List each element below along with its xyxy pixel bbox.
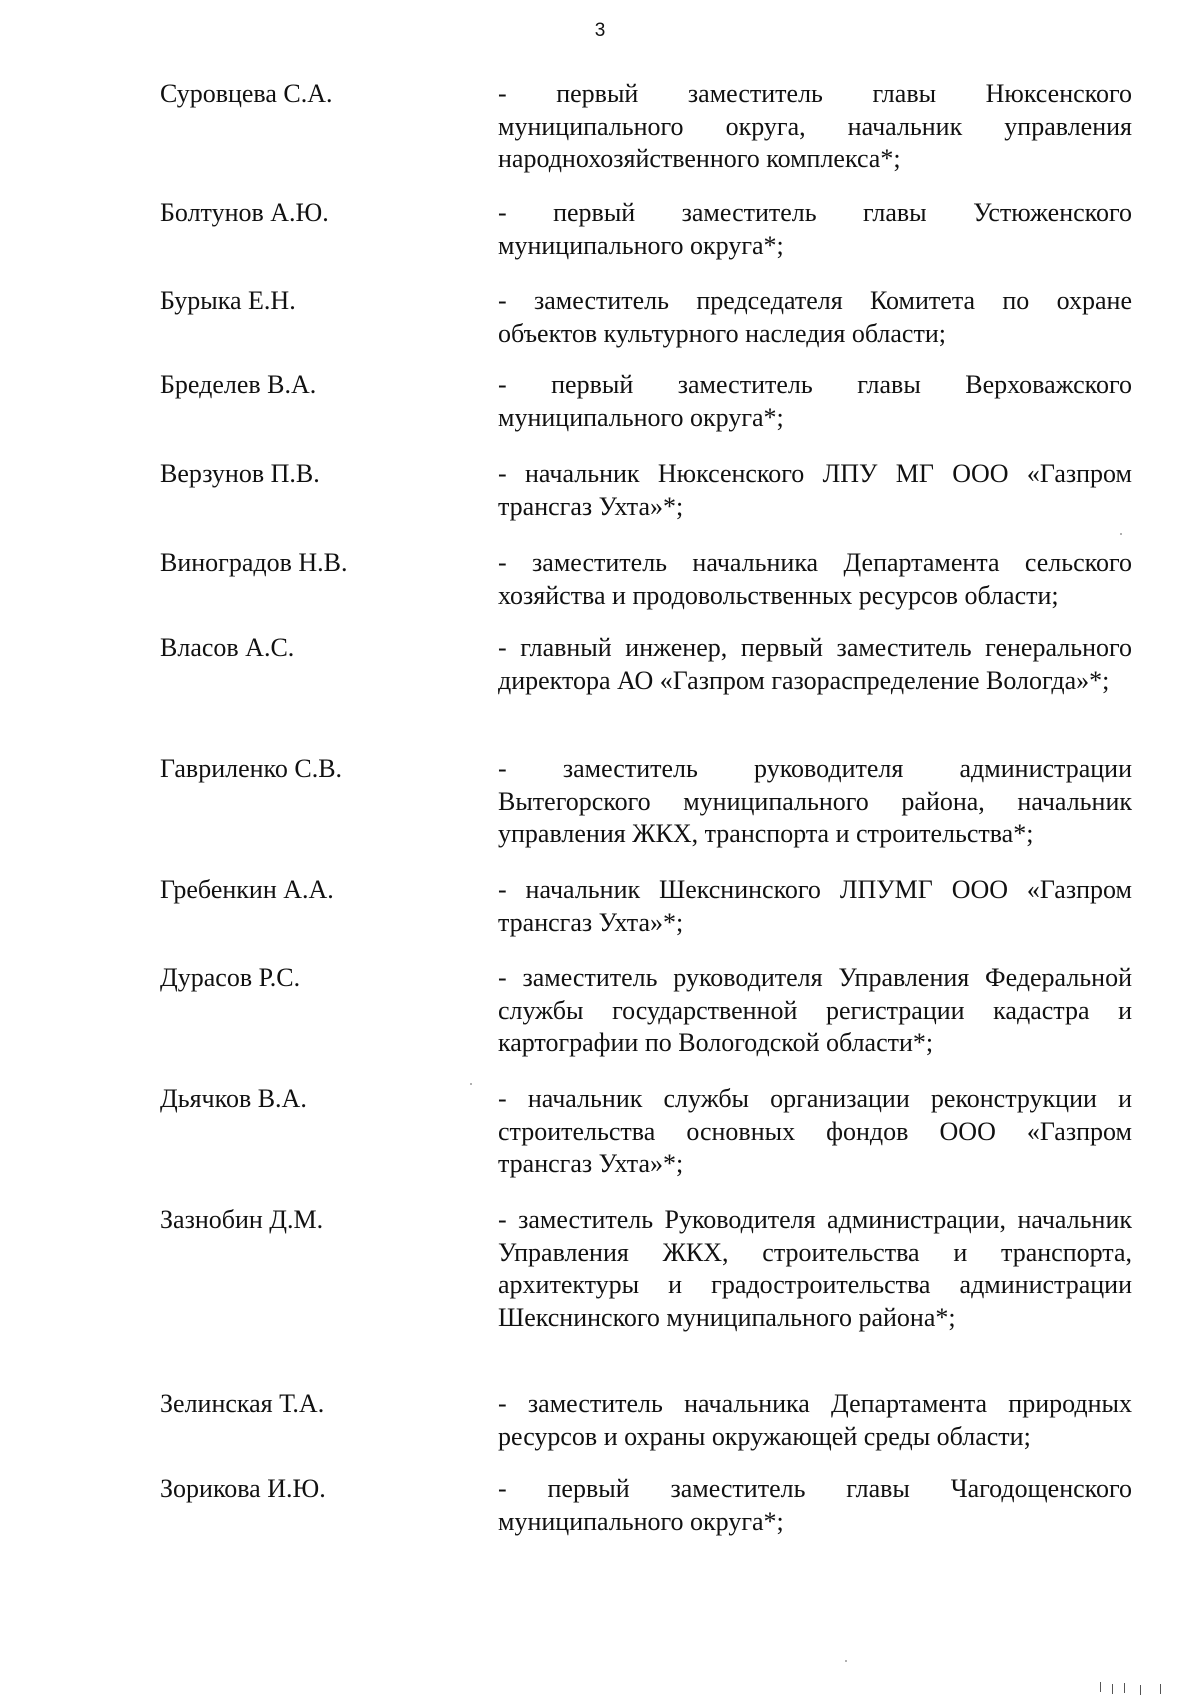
- scan-mark: [1112, 1684, 1113, 1694]
- scan-mark: [1140, 1685, 1141, 1695]
- scan-speck: [470, 1083, 472, 1085]
- member-position: - заместитель председателя Комитета по охране объектов культурного наследия области;: [498, 286, 1132, 348]
- member-name: Болтунов А.Ю.: [160, 198, 329, 227]
- scan-mark: [1100, 1682, 1101, 1692]
- member-position: - заместитель руководителя администрации Вытегорского муниципального района, начальник управления ЖКХ, транспорта и строительства*;: [498, 754, 1132, 848]
- member-position: - начальник Нюксенского ЛПУ МГ ООО «Газпром трансгаз Ухта»*;: [498, 459, 1132, 521]
- scan-mark: [1160, 1684, 1161, 1694]
- member-name: Верзунов П.В.: [160, 459, 320, 488]
- member-name: Власов А.С.: [160, 633, 295, 662]
- member-name: Бурыка Е.Н.: [160, 286, 296, 315]
- member-name: Зазнобин Д.М.: [160, 1205, 324, 1234]
- member-name: Зелинская Т.А.: [160, 1389, 325, 1418]
- member-name: Суровцева С.А.: [160, 79, 333, 108]
- member-position: - заместитель руководителя Управления Федеральной службы государственной регистрации кадастра и картографии по Вологодской области*;: [498, 963, 1132, 1057]
- member-position: - первый заместитель главы Устюженского муниципального округа*;: [498, 198, 1132, 260]
- member-name: Гавриленко С.В.: [160, 754, 343, 783]
- member-position: - первый заместитель главы Нюксенского муниципального округа, начальник управления народнохозяйственного комплекса*;: [498, 79, 1132, 173]
- member-position: - первый заместитель главы Верховажского муниципального округа*;: [498, 370, 1132, 432]
- page-number: 3: [594, 20, 606, 41]
- member-name: Дурасов Р.С.: [160, 963, 301, 992]
- member-position: - заместитель начальника Департамента сельского хозяйства и продовольственных ресурсов области;: [498, 548, 1132, 610]
- member-name: Зорикова И.Ю.: [160, 1474, 326, 1503]
- scan-mark: [1124, 1683, 1125, 1693]
- member-name: Гребенкин А.А.: [160, 875, 334, 904]
- member-position: - начальник службы организации реконструкции и строительства основных фондов ООО «Газпром трансгаз Ухта»*;: [498, 1084, 1132, 1178]
- member-position: - главный инженер, первый заместитель генерального директора АО «Газпром газораспределение Вологда»*;: [498, 633, 1132, 695]
- member-position: - первый заместитель главы Чагодощенского муниципального округа*;: [498, 1474, 1132, 1536]
- member-name: Дьячков В.А.: [160, 1084, 307, 1113]
- scan-speck: [845, 1660, 847, 1662]
- member-position: - заместитель начальника Департамента природных ресурсов и охраны окружающей среды области;: [498, 1389, 1132, 1451]
- member-position: - заместитель Руководителя администрации, начальник Управления ЖКХ, строительства и транспорта, архитектуры и градостроительства администрации Шекснинского муниципального района*;: [498, 1205, 1132, 1332]
- member-name: Виноградов Н.В.: [160, 548, 348, 577]
- member-name: Бределев В.А.: [160, 370, 317, 399]
- member-position: - начальник Шекснинского ЛПУМГ ООО «Газпром трансгаз Ухта»*;: [498, 875, 1132, 937]
- scan-speck: [1120, 533, 1122, 535]
